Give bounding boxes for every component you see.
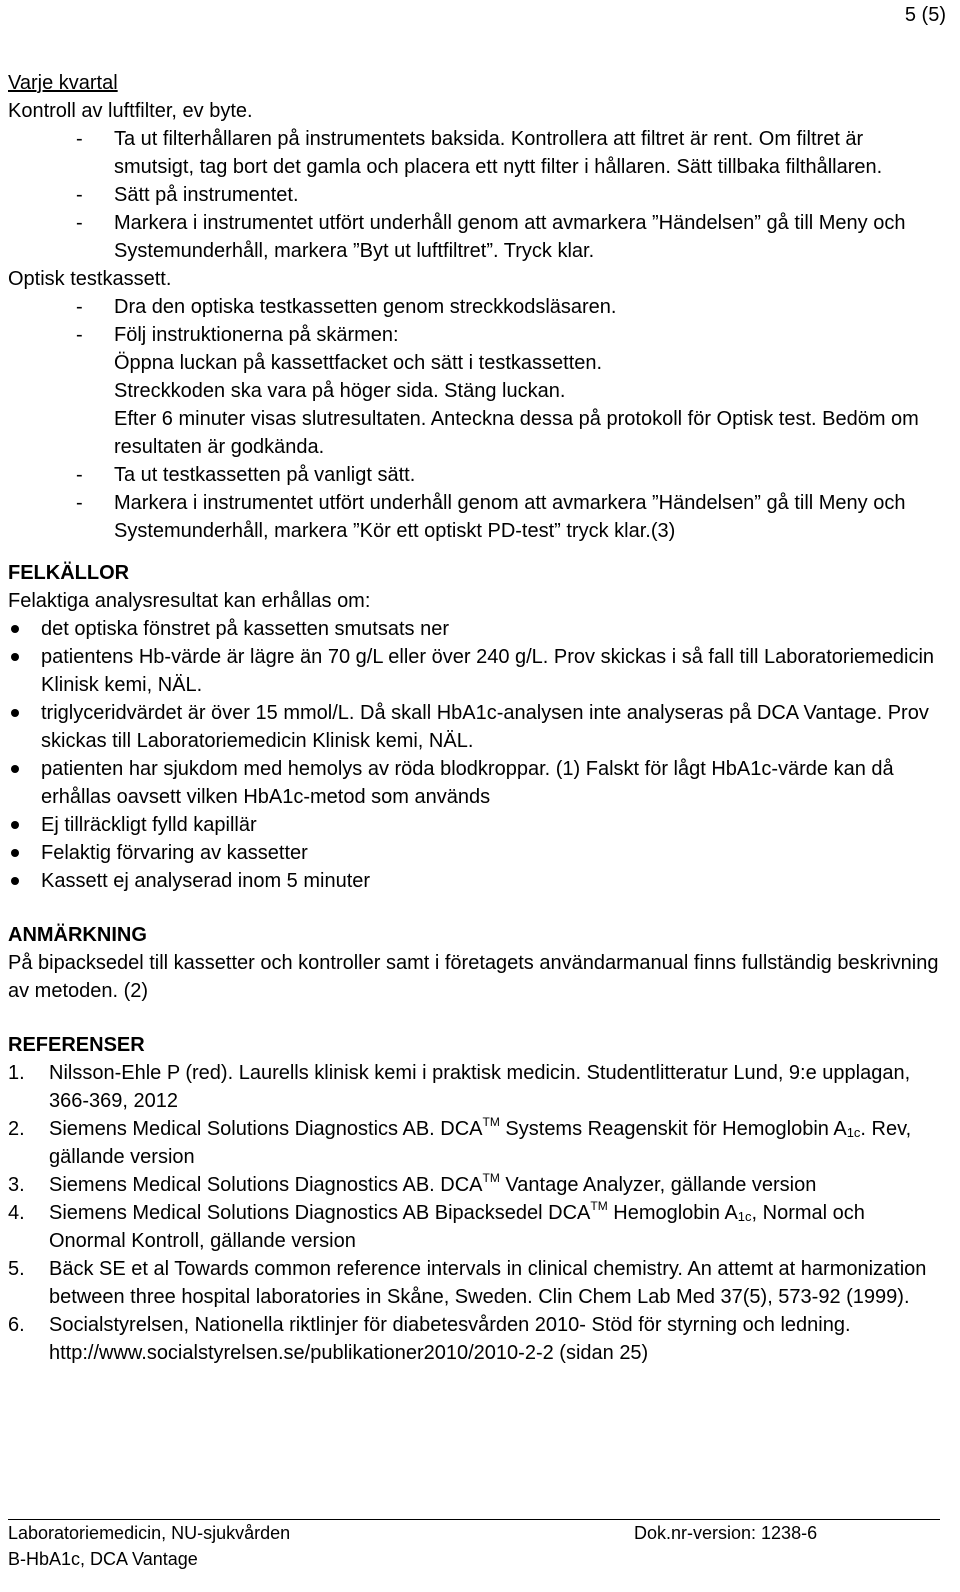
reference-item: 2. Siemens Medical Solutions Diagnostics AB. DCA™ Systems Reagenskit för Hemoglobin $A_{1c}$. Rev, gällande version	[8, 1115, 912, 1168]
footer-divider	[8, 1519, 940, 1520]
list-item: triglyceridvärdet är över 15 mmol/L. Då skall HbA1c-analysen inte analyseras på DCA Vantage. Prov skickas till Laboratoriemedicin Klinisk kemi, NÄL.	[8, 699, 943, 755]
optical-step-1: - Dra den optiska testkassetten genom streckkodsläsaren.	[76, 296, 617, 318]
footer-document-title: B-HbA1c, DCA Vantage	[8, 1549, 198, 1569]
page-number: 5 (5)	[904, 4, 946, 26]
list-item: Felaktig förvaring av kassetter	[8, 839, 943, 867]
trademark-mark: TM	[482, 1171, 500, 1185]
list-item: Ej tillräckligt fylld kapillär	[8, 811, 943, 839]
optical-step-3: - Ta ut testkassetten på vanligt sätt.	[76, 464, 416, 486]
errors-heading: FELKÄLLOR	[8, 562, 130, 584]
optical-substep-3: Efter 6 minuter visas slutresultaten. Anteckna dessa på protokoll för Optisk test. Bedöm om resultaten är godkända.	[114, 408, 919, 458]
reference-item: 6. Socialstyrelsen, Nationella riktlinjer för diabetesvården 2010- Stöd för styrning och ledning. http://www.socialstyrelsen.se/publikationer2010/2010-2-2 (sidan 25)	[8, 1314, 851, 1364]
filter-step-1: - Ta ut filterhållaren på instrumentets baksida. Kontrollera att filtret är rent. Om filtret är smutsigt, tag bort det gamla och placera ett nytt filter i hållaren. Sätt tillbaka filthållaren.	[76, 128, 883, 178]
footer-department: Laboratoriemedicin, NU-sjukvården	[8, 1523, 291, 1543]
list-item: patientens Hb-värde är lägre än 70 g/L eller över 240 g/L. Prov skickas i så fall till Laboratoriemedicin Klinisk kemi, NÄL.	[8, 643, 943, 699]
remark-heading: ANMÄRKNING	[8, 924, 147, 946]
reference-item: 1. Nilsson-Ehle P (red). Laurells klinisk kemi i praktisk medicin. Studentlitteratur Lund, 9:e upplagan, 366-369, 2012	[8, 1062, 911, 1112]
filter-step-3: - Markera i instrumentet utfört underhåll genom att avmarkera ”Händelsen” gå till Meny och Systemunderhåll, markera ”Byt ut luftfiltret”. Tryck klar.	[76, 212, 906, 262]
optical-step-4: - Markera i instrumentet utfört underhåll genom att avmarkera ”Händelsen” gå till Meny och Systemunderhåll, markera ”Kör ett optiskt PD-test” tryck klar.(3)	[76, 492, 906, 542]
list-item: patienten har sjukdom med hemolys av röda blodkroppar. (1) Falskt för lågt HbA1c-värde kan då erhållas oavsett vilken HbA1c-metod som används	[8, 755, 943, 811]
remark-text: På bipacksedel till kassetter och kontroller samt i företagets användarmanual finns fullständig beskrivning av metoden. (2)	[8, 952, 939, 1002]
list-item: det optiska fönstret på kassetten smutsats ner	[8, 615, 943, 643]
page-content	[8, 69, 943, 1367]
errors-intro: Felaktiga analysresultat kan erhållas om:	[8, 590, 371, 612]
filter-step-2: - Sätt på instrumentet.	[76, 184, 299, 206]
reference-item: 3. Siemens Medical Solutions Diagnostics AB. DCA™ Vantage Analyzer, gällande version	[8, 1171, 817, 1196]
optical-step-2: - Följ instruktionerna på skärmen:	[76, 324, 399, 346]
reference-item: 4. Siemens Medical Solutions Diagnostics AB Bipacksedel DCA™ Hemoglobin $A_{1c}$, Normal och Onormal Kontroll, gällande version	[8, 1199, 865, 1252]
filter-title: Kontroll av luftfilter, ev byte.	[8, 100, 253, 122]
errors-list	[8, 615, 943, 895]
reference-item: 5. Bäck SE et al Towards common reference intervals in clinical chemistry. An attemt at harmonization between three hospital laboratories in Skåne, Sweden. Clin Chem Lab Med 37(5), 573-92 (1999).	[8, 1258, 927, 1308]
optical-substep-2: Streckkoden ska vara på höger sida. Stäng luckan.	[114, 380, 566, 402]
footer-doc-number: Dok.nr-version: 1238-6	[634, 1523, 818, 1543]
trademark-mark: TM	[482, 1115, 500, 1129]
optical-title: Optisk testkassett.	[8, 268, 172, 290]
trademark-mark: TM	[590, 1199, 608, 1213]
page-footer	[0, 1494, 960, 1592]
list-item: Kassett ej analyserad inom 5 minuter	[8, 867, 943, 895]
references-heading: REFERENSER	[8, 1034, 145, 1056]
optical-substep-1: Öppna luckan på kassettfacket och sätt i testkassetten.	[114, 352, 603, 374]
quarterly-heading: Varje kvartal	[8, 72, 118, 94]
references-list	[8, 1059, 943, 1367]
